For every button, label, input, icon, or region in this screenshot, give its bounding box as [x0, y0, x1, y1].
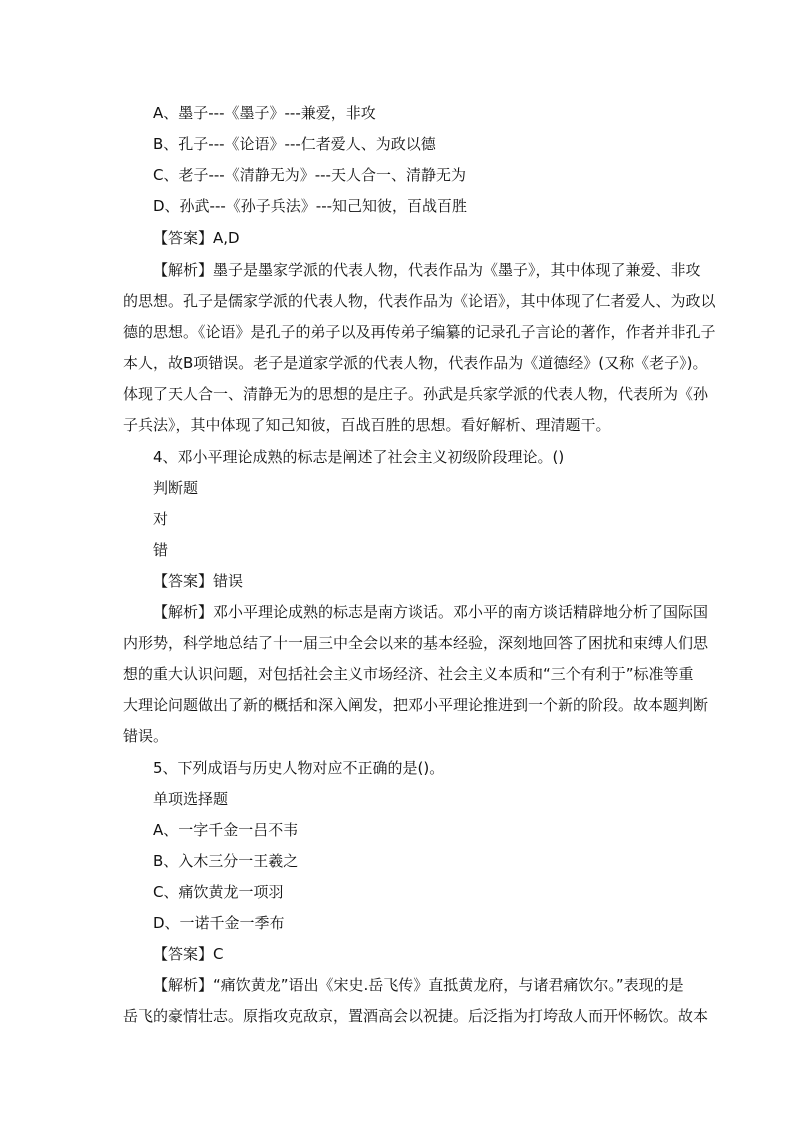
q3-option-b: B、孔子---《论语》---仁者爱人、为政以德: [153, 135, 436, 153]
q4-option-true: 对: [153, 510, 169, 528]
q5-stem: 5、下列成语与历史人物对应不正确的是()。: [153, 759, 445, 777]
q4-option-false: 错: [153, 541, 169, 559]
q3-analysis-line: 子兵法》，其中体现了知己知彼，百战百胜的思想。看好解析、理清题干。: [123, 416, 611, 434]
q4-answer: 【答案】错误: [153, 572, 244, 590]
q5-analysis-line: 岳飞的豪情壮志。原指攻克敌京，置酒高会以祝捷。后泛指为打垮敌人而开怀畅饮。故本: [123, 1007, 709, 1025]
q4-stem: 4、邓小平理论成熟的标志是阐述了社会主义初级阶段理论。(): [153, 448, 565, 466]
q3-analysis-line: 【解析】墨子是墨家学派的代表人物，代表作品为《墨子》，其中体现了兼爱、非攻: [153, 261, 701, 279]
q5-analysis-line: 【解析】“痛饮黄龙”语出《宋史.岳飞传》直抵黄龙府，与诸君痛饮尔。”表现的是: [153, 976, 684, 994]
q3-analysis-line: 体现了天人合一、清静无为的思想的是庄子。孙武是兵家学派的代表人物，代表所为《孙: [123, 385, 709, 403]
q3-analysis-line: 的思想。孔子是儒家学派的代表人物，代表作品为《论语》，其中体现了仁者爱人、为政以: [123, 292, 716, 310]
q5-option-d: D、一诺千金一季布: [153, 914, 285, 932]
q4-type: 判断题: [153, 479, 199, 497]
q4-analysis-line: 内形势，科学地总结了十一届三中全会以来的基本经验，深刻地回答了困扰和束缚人们思: [123, 634, 709, 652]
q5-type: 单项选择题: [153, 790, 229, 808]
q5-option-b: B、入木三分一王羲之: [153, 852, 299, 870]
q3-analysis-line: 本人，故B项错误。老子是道家学派的代表人物，代表作品为《道德经》(又称《老子》)。: [123, 354, 708, 372]
q5-option-a: A、一字千金一吕不韦: [153, 821, 299, 839]
q4-analysis-line: 大理论问题做出了新的概括和深入阐发，把邓小平理论推进到一个新的阶段。故本题判断: [123, 696, 709, 714]
q3-option-d: D、孙武---《孙子兵法》---知己知彼，百战百胜: [153, 197, 468, 215]
q3-answer: 【答案】A,D: [153, 229, 240, 247]
q5-answer: 【答案】C: [153, 945, 224, 963]
q4-analysis-line: 想的重大认识问题，对包括社会主义市场经济、社会主义本质和“三个有利于”标准等重: [123, 665, 694, 683]
q3-option-c: C、老子---《清静无为》---天人合一、清静无为: [153, 166, 466, 184]
q3-analysis-line: 德的思想。《论语》是孔子的弟子以及再传弟子编纂的记录孔子言论的著作，作者并非孔子: [123, 323, 716, 341]
q5-option-c: C、痛饮黄龙一项羽: [153, 883, 284, 901]
q3-option-a: A、墨子---《墨子》---兼爱，非攻: [153, 104, 376, 122]
q4-analysis-line: 【解析】邓小平理论成熟的标志是南方谈话。邓小平的南方谈话精辟地分析了国际国: [153, 603, 709, 621]
q4-analysis-line: 错误。: [123, 727, 169, 745]
